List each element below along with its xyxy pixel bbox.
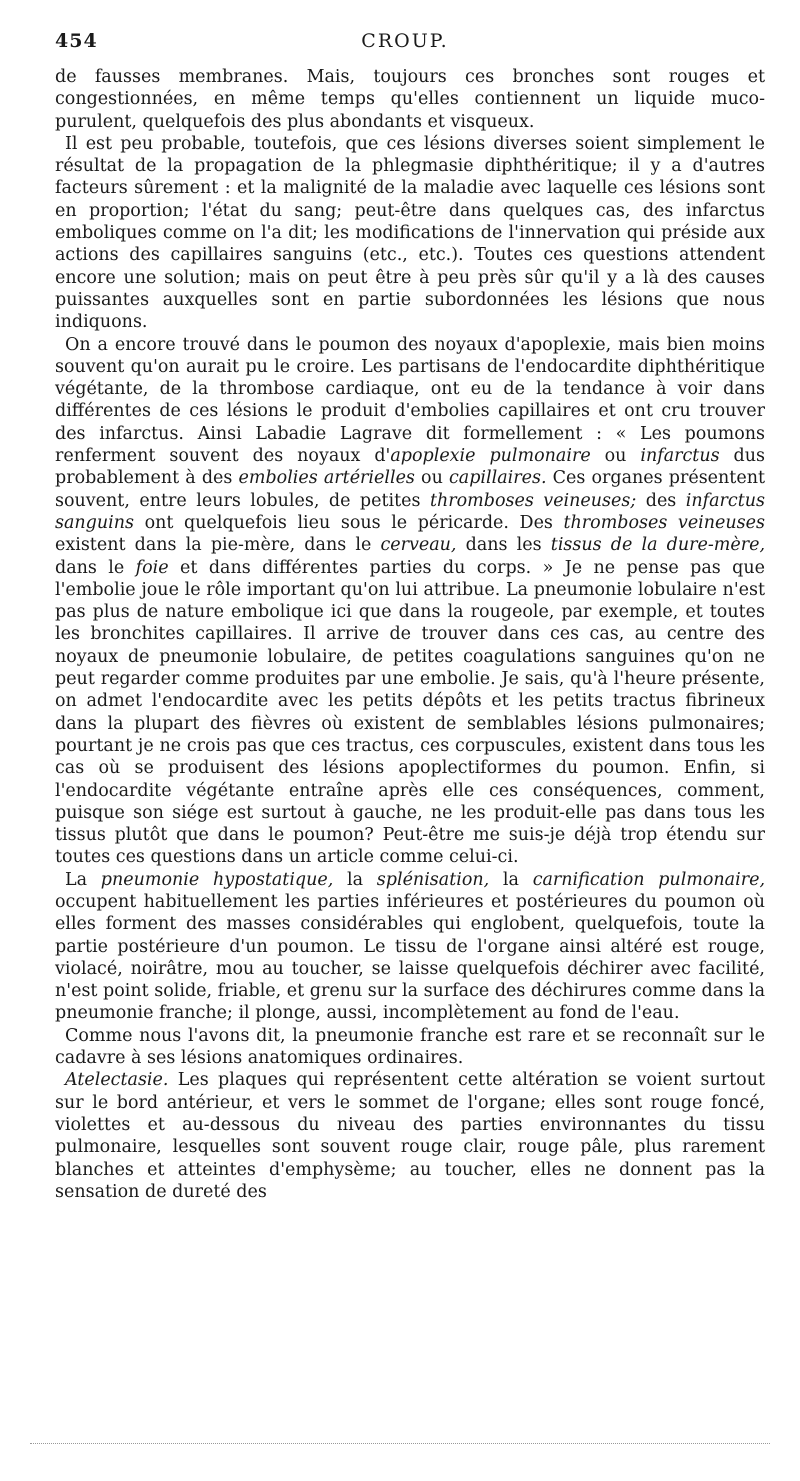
italic-term: pneumonie hypostatique, (100, 869, 334, 890)
italic-term: tissus de la dure-mère, (550, 535, 766, 556)
text-segment: Comme nous l'avons dit, la pneumonie franche est rare et se reconnaît sur le cadavre à ses lésions anatomiques ordinaires. (55, 1025, 765, 1069)
paragraph-p4 (55, 869, 765, 1025)
italic-term: foie (135, 557, 169, 578)
italic-term: infarctus (640, 446, 720, 467)
text-segment: ont quelquefois lieu sous le péricarde. Des (134, 512, 564, 533)
text-segment: et dans différentes parties du corps. » Je ne pense pas que l'embolie joue le rôle important qu'on lui attribue. La pneumonie lobulaire n'est pas plus de nature embolique ici que dans la rougeole, par exemple, et toutes les bronchites capillaires. Il arrive de trouver dans ces cas, au centre des noyaux de pneumonie lobulaire, de petites coagulations sanguines qu'on ne peut regarder comme produites par une embolie. Je sais, qu'à l'heure présente, on admet l'endocardite avec les petits dépôts et les petits tractus fibrineux dans la plupart des fièvres où existent de semblables lésions pulmonaires; pourtant je ne crois pas que ces tractus, ces corpuscules, existent dans tous les cas où se produisent des lésions apoplectiformes du poumon. Enfin, si l'endocardite végétante entraîne après elle ces conséquences, comment, puisque son siége est surtout à gauche, ne les produit-elle pas dans tous les tissus plutôt que dans le poumon? Peut-être me suis-je déjà trop étendu sur toutes ces questions dans un article comme celui-ci. (55, 557, 765, 868)
text-segment: des (636, 490, 686, 511)
text-segment: dus probablement à des (55, 446, 765, 489)
text-segment: occupent habituellement les parties inférieures et postérieures du poumon où elles forment des masses considérables qui englobent, quelquefois, toute la partie postérieure d'un poumon. Le tissu de l'organe ainsi altéré est rouge, violacé, noirâtre, mou au toucher, se laisse quelquefois déchirer avec facilité, n'est point solide, friable, et grenu sur la surface des déchirures comme dans la pneumonie franche; il plonge, aussi, incomplètement au fond de l'eau. (55, 891, 765, 1024)
text-segment: ou (414, 468, 449, 489)
italic-term: capillaires. (448, 468, 547, 489)
italic-term: embolies artérielles (238, 468, 415, 489)
italic-term: carnification pulmonaire, (532, 869, 766, 890)
paragraph-p3 (55, 334, 765, 869)
paragraph-p5 (55, 1025, 765, 1070)
text-segment: la (489, 869, 533, 890)
text-segment: La (65, 869, 101, 890)
text-segment: On a encore trouvé dans le poumon des noyaux d'apoplexie, mais bien moins souvent qu'on aurait pu le croire. Les partisans de l'endocardite diphthéritique végétante, de la thrombose cardiaque, ont eu de la tendance à voir dans différentes de ces lésions le produit d'embolies capillaires et ont cru trouver des infarctus. Ainsi Labadie Lagrave dit formellement : « Les poumons renferment souvent des noyaux d' (55, 334, 765, 467)
paragraph-p1 (55, 66, 765, 133)
paragraph-p2 (55, 133, 765, 334)
italic-term: thromboses veineuses (563, 512, 765, 533)
text-segment: Ces organes présentent souvent, entre leurs lobules, de petites (55, 468, 765, 511)
text-segment: dans les (456, 535, 551, 556)
italic-term: infarctus sanguins (55, 490, 766, 533)
italic-term: Atelectasie. (65, 1070, 169, 1091)
text-segment: dans le (55, 557, 136, 578)
text-segment: la (333, 869, 377, 890)
paragraph-p6 (55, 1069, 765, 1203)
italic-term: apoplexie pulmonaire (390, 446, 591, 467)
italic-term: thromboses veineuses; (429, 490, 637, 511)
text-segment: ou (590, 446, 641, 467)
running-title: CROUP. (361, 30, 449, 52)
text-segment: Les plaques qui représentent cette altération se voient surtout sur le bord antérieur, et vers le sommet de l'organe; elles sont rouge foncé, violettes et au-dessous du niveau des parties environnantes du tissu pulmonaire, lesquelles sont souvent rouge clair, rouge pâle, plus rarement blanches et atteintes d'emphysème; au toucher, elles ne donnent pas la sensation de dureté des (55, 1070, 765, 1202)
body-text (55, 66, 765, 1203)
italic-term: splénisation, (376, 869, 490, 890)
text-segment: Il est peu probable, toutefois, que ces lésions diverses soient simplement le résultat de la propagation de la phlegmasie diphthéritique; il y a d'autres facteurs sûrement : et la malignité de la maladie avec laquelle ces lésions sont en proportion; l'état du sang; peut-être dans quelques cas, des infarctus emboliques comme on l'a dit; les modifications de l'innervation qui préside aux actions des capillaires sanguins (etc., etc.). Toutes ces questions attendent encore une solution; mais on peut être à peu près sûr qu'il y a là des causes puissantes auxquelles sont en partie subordonnées les lésions que nous indiquons. (55, 133, 765, 333)
text-segment: existent dans la pie-mère, dans le (55, 535, 381, 556)
page-header (55, 30, 755, 60)
footer-rule (30, 1443, 770, 1444)
text-segment: de fausses membranes. Mais, toujours ces bronches sont rouges et congestionnées, en même temps qu'elles contiennent un liquide muco-purulent, quelquefois des plus abondants et visqueux. (55, 67, 765, 132)
page-number: 454 (55, 30, 98, 52)
italic-term: cerveau, (380, 535, 457, 556)
